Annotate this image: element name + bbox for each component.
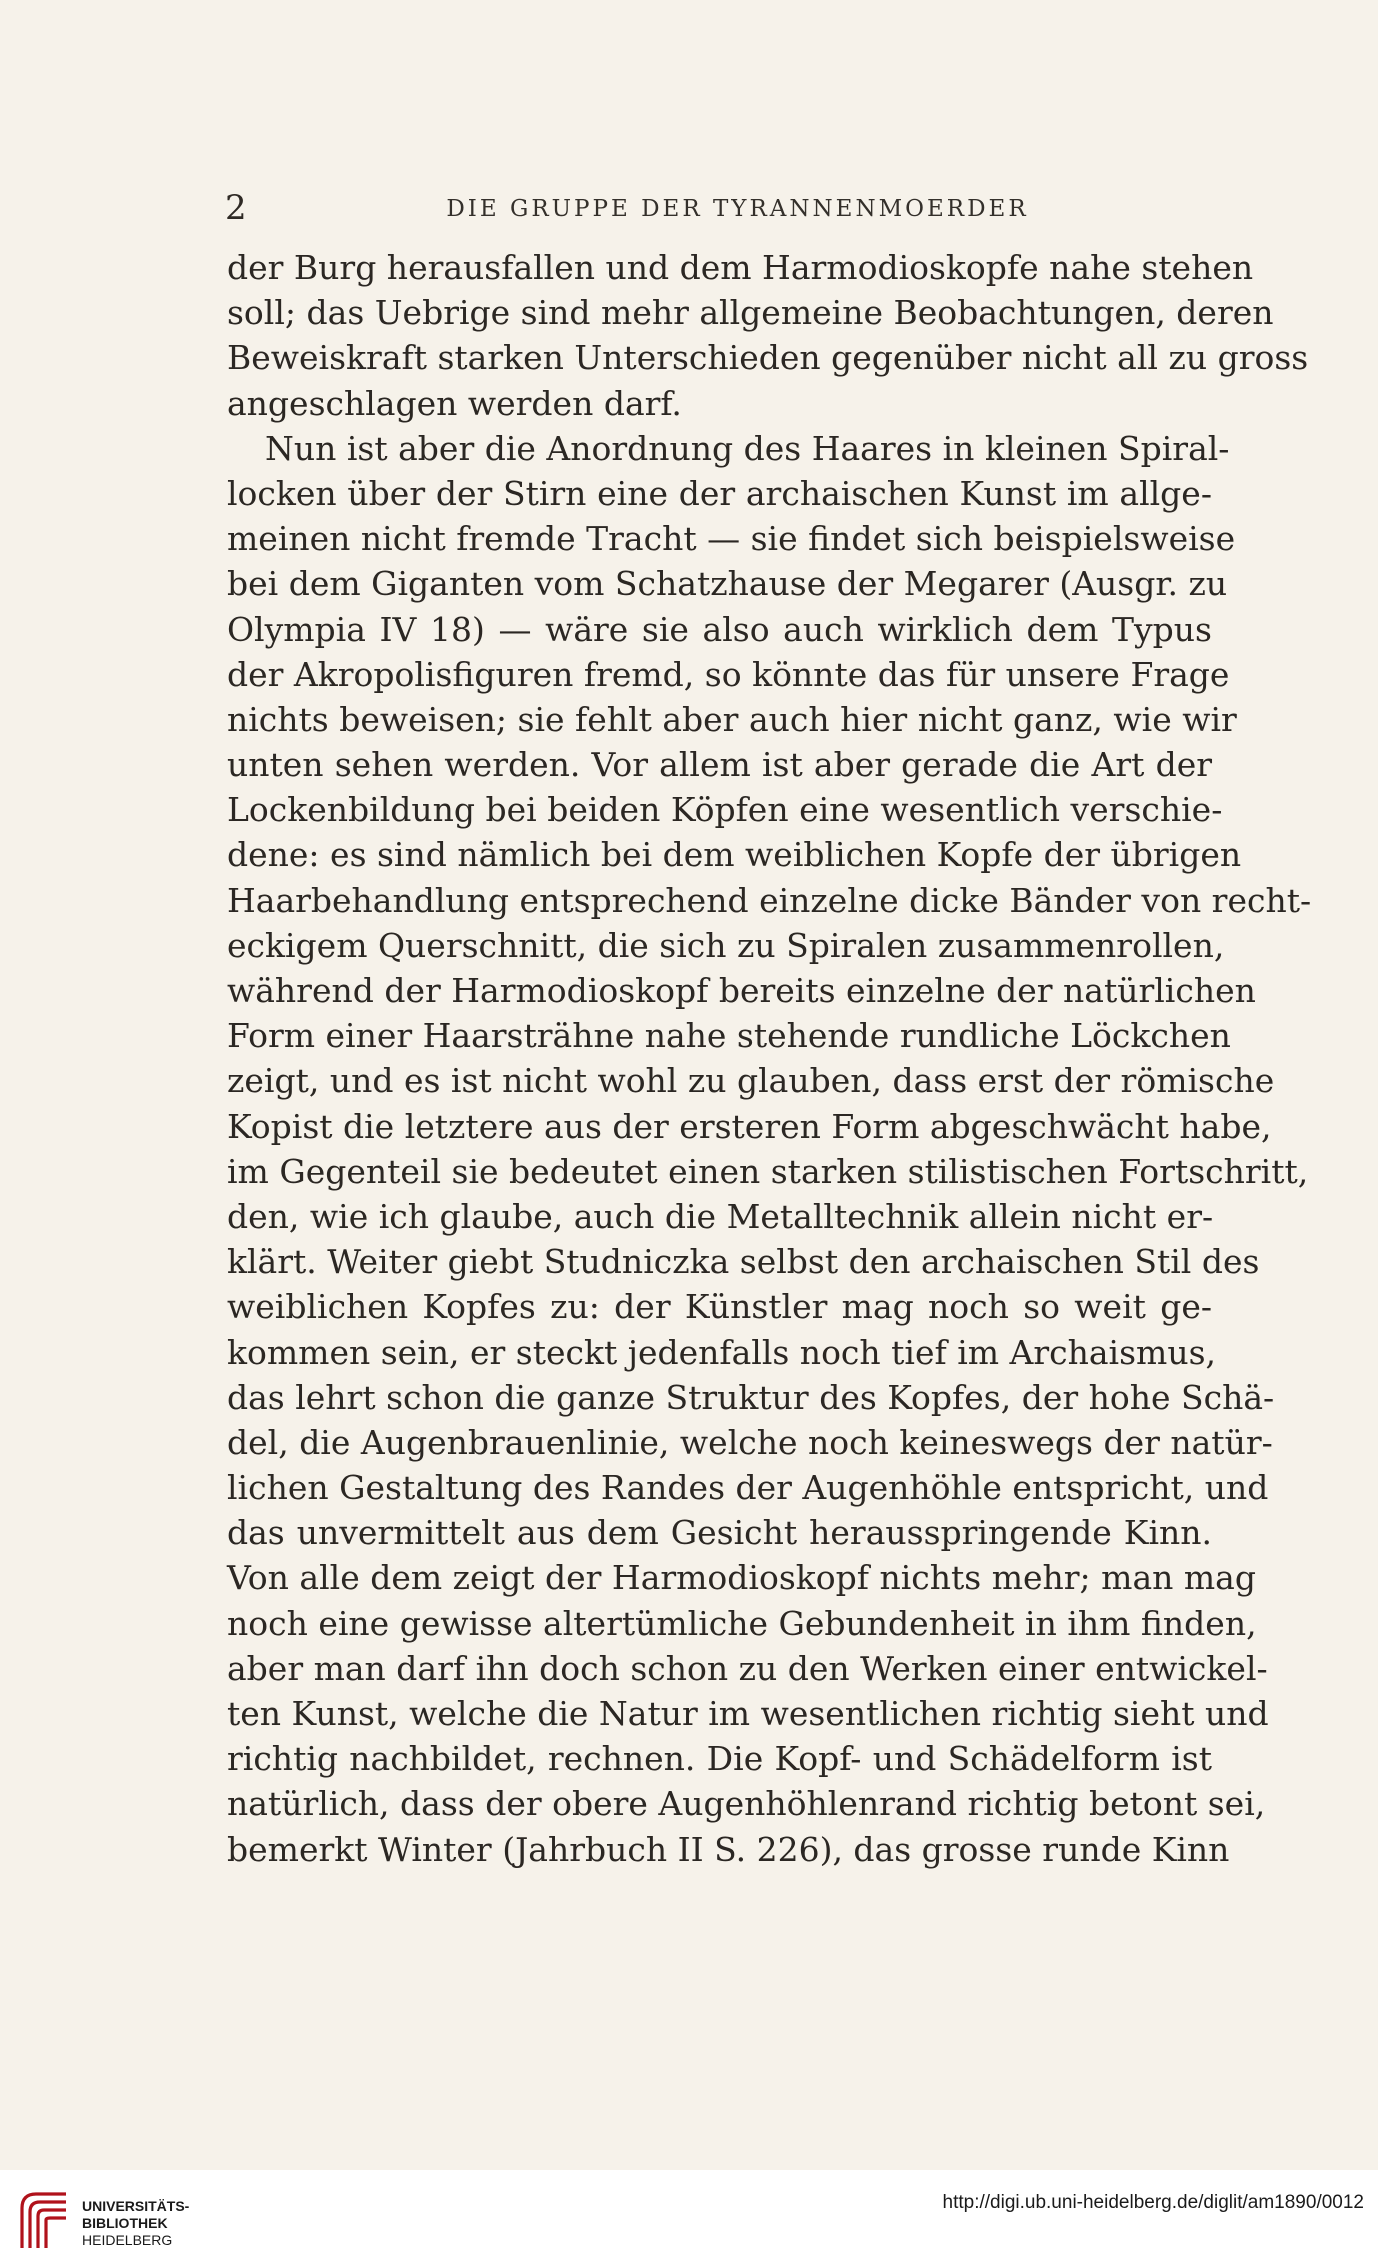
page-number: 2 (225, 188, 247, 228)
library-name (82, 2198, 189, 2249)
footer-bar (0, 2170, 1378, 2266)
text-line: eckigem Querschnitt, die sich zu Spiralen zusammenrollen, (227, 925, 1225, 965)
text-line: kommen sein, er steckt jedenfalls noch tief im Archaismus, (227, 1332, 1217, 1372)
text-line: Nun ist aber die Anordnung des Haares in kleinen Spiral- (265, 428, 1230, 468)
university-library-logo-icon (14, 2186, 74, 2252)
text-line: noch eine gewisse altertümliche Gebundenheit in ihm finden, (227, 1603, 1257, 1643)
text-line: bemerkt Winter (Jahrbuch II S. 226), das grosse runde Kinn (227, 1829, 1230, 1869)
text-line: weiblichen Kopfes zu: der Künstler mag noch so weit ge- (227, 1287, 1212, 1327)
text-line: klärt. Weiter giebt Studniczka selbst den archaischen Stil des (227, 1242, 1260, 1282)
text-line: der Burg herausfallen und dem Harmodioskopfe nahe stehen (227, 248, 1254, 287)
text-line: Haarbehandlung entsprechend einzelne dicke Bänder von recht- (227, 880, 1312, 920)
text-line: Olympia IV 18) — wäre sie also auch wirklich dem Typus (227, 609, 1212, 649)
library-name-line3: HEIDELBERG (82, 2232, 173, 2248)
text-line: ten Kunst, welche die Natur im wesentlichen richtig sieht und (227, 1694, 1269, 1733)
text-line: im Gegenteil sie bedeutet einen starken stilistischen Fortschritt, (227, 1151, 1309, 1191)
library-name-line1: UNIVERSITÄTS- (82, 2198, 190, 2214)
text-line: Von alle dem zeigt der Harmodioskopf nichts mehr; man mag (227, 1558, 1256, 1598)
library-name-line2: BIBLIOTHEK (82, 2215, 168, 2231)
text-line: natürlich, dass der obere Augenhöhlenrand richtig betont sei, (227, 1784, 1266, 1824)
text-line: lichen Gestaltung des Randes der Augenhöhle entspricht, und (227, 1468, 1269, 1508)
text-line: del, die Augenbrauenlinie, welche noch keineswegs der natür- (227, 1422, 1273, 1462)
text-line: nichts beweisen; sie fehlt aber auch hier nicht ganz, wie wir (227, 699, 1237, 739)
text-line: meinen nicht fremde Tracht — sie findet sich beispielsweise (227, 519, 1236, 559)
text-line: Form einer Haarsträhne nahe stehende rundliche Löckchen (227, 1016, 1231, 1056)
text-line: das lehrt schon die ganze Struktur des Kopfes, der hohe Schä- (227, 1377, 1275, 1417)
text-line: locken über der Stirn eine der archaischen Kunst im allge- (227, 473, 1212, 513)
text-line: angeschlagen werden darf. (227, 383, 682, 423)
text-line: bei dem Giganten vom Schatzhause der Megarer (Ausgr. zu (227, 564, 1228, 604)
text-line: Kopist die letztere aus der ersteren Form abgeschwächt habe, (227, 1106, 1272, 1146)
text-line: das unvermittelt aus dem Gesicht herausspringende Kinn. (227, 1513, 1212, 1553)
text-line: Lockenbildung bei beiden Köpfen eine wesentlich verschie- (227, 790, 1223, 830)
text-line: richtig nachbildet, rechnen. Die Kopf- und Schädelform ist (227, 1739, 1212, 1779)
text-line: aber man darf ihn doch schon zu den Werken einer entwickel- (227, 1648, 1268, 1688)
source-url-link[interactable]: http://digi.ub.uni-heidelberg.de/diglit/am1890/0012 (942, 2192, 1364, 2213)
text-line: der Akropolisfiguren fremd, so könnte das für unsere Frage (227, 654, 1230, 694)
text-line: während der Harmodioskopf bereits einzelne der natürlichen (227, 971, 1256, 1010)
running-head (225, 188, 1210, 228)
text-line: zeigt, und es ist nicht wohl zu glauben, dass erst der römische (227, 1061, 1275, 1101)
text-line: soll; das Uebrige sind mehr allgemeine Beobachtungen, deren (227, 293, 1274, 333)
running-title: DIE GRUPPE DER TYRANNENMOERDER (446, 196, 1029, 222)
body-text (227, 245, 1312, 1872)
text-line: Beweiskraft starken Unterschieden gegenüber nicht all zu gross (227, 338, 1309, 378)
text-line: unten sehen werden. Vor allem ist aber gerade die Art der (227, 745, 1212, 785)
text-line: dene: es sind nämlich bei dem weiblichen Kopfe der übrigen (227, 835, 1242, 875)
text-line: den, wie ich glaube, auch die Metalltechnik allein nicht er- (227, 1196, 1214, 1236)
